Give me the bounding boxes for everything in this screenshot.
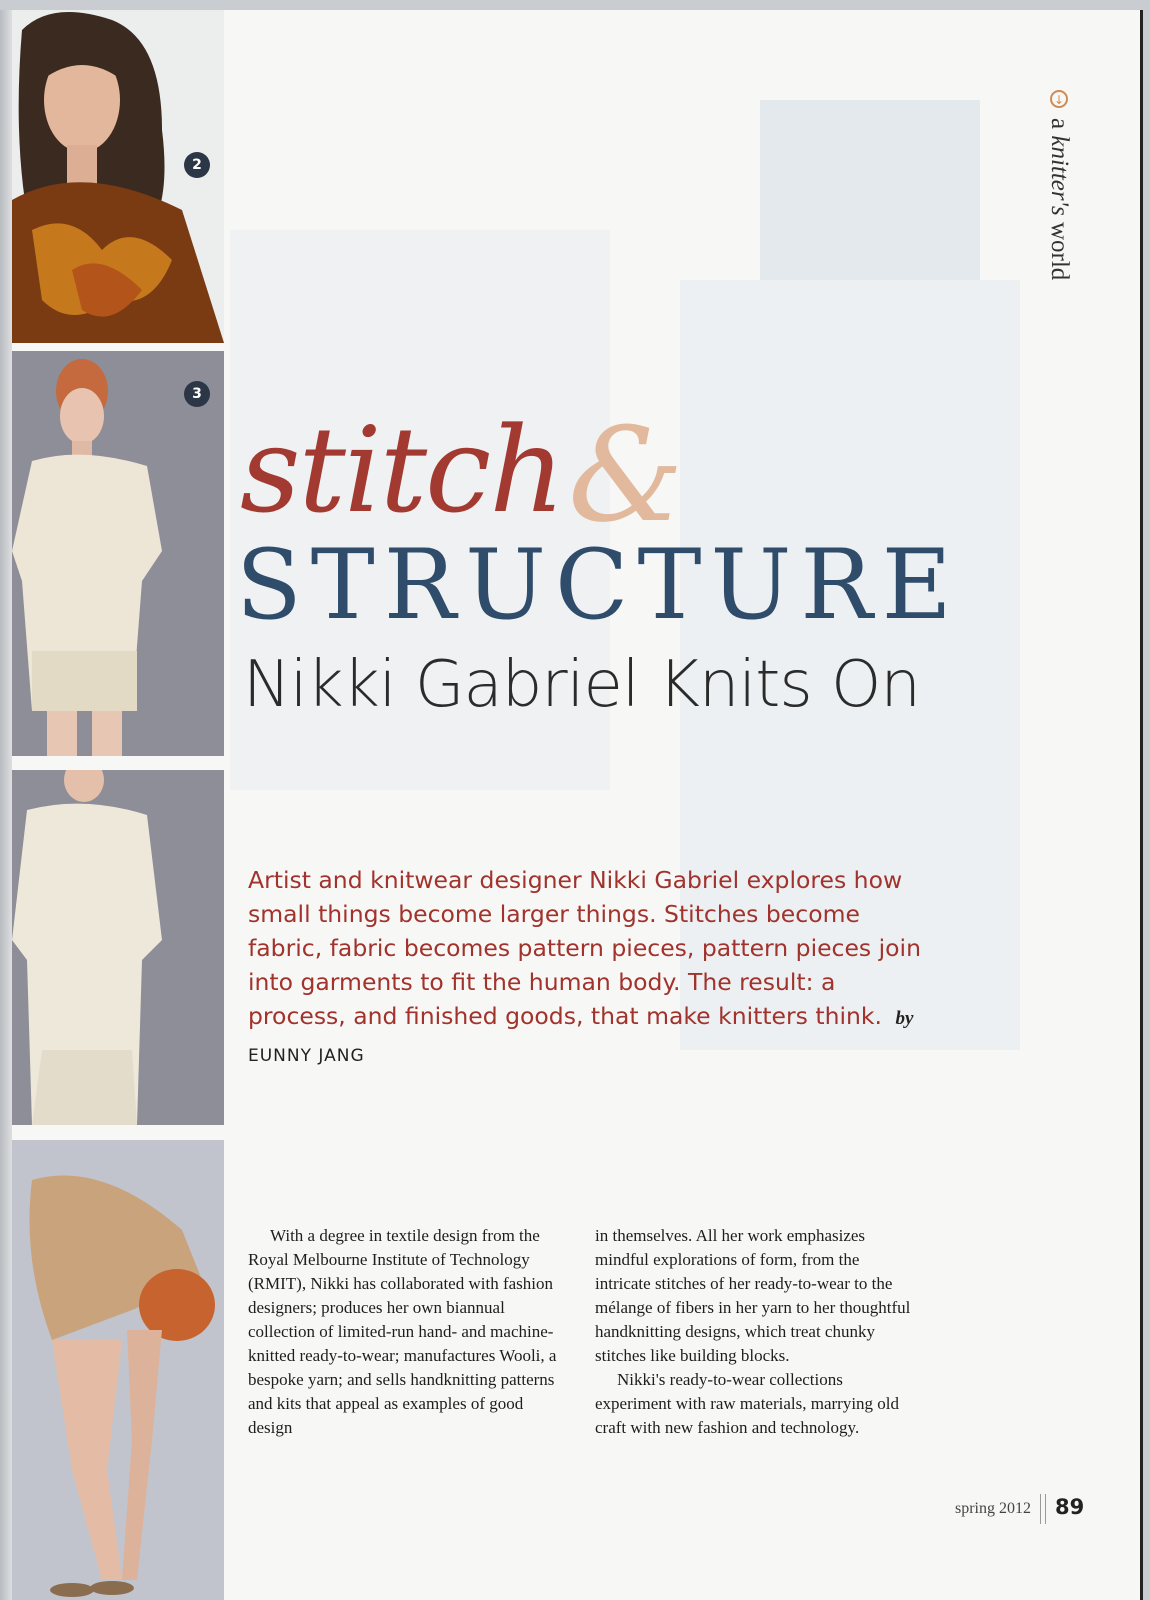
title-ampersand: & bbox=[568, 399, 684, 551]
arrow-down-circle-icon: ↓ bbox=[1050, 90, 1068, 108]
section-label: a knitter's world bbox=[1046, 118, 1073, 281]
photo-lace-tunic bbox=[12, 770, 224, 1125]
page-gutter bbox=[0, 10, 12, 1600]
body-paragraph: Nikki's ready-to-wear collections experiment with raw materials, marrying old craft with new fashion and technology. bbox=[595, 1370, 900, 1437]
byline-author: EUNNY JANG bbox=[248, 1046, 365, 1066]
deck-text: Artist and knitwear designer Nikki Gabriel explores how small things become larger things. Stitches become fabric, fabric becomes pattern pieces, pattern pieces join into garments to fit the human body. The result: a process, and finished goods, that make knitters think. bbox=[248, 866, 921, 1030]
article-deck bbox=[248, 863, 938, 1073]
body-paragraph: in themselves. All her work emphasizes mindful explorations of form, from the intricate stitches of her ready-to-wear to the mélange of fibers in her yarn to her thoughtful handknitting designs, which treat chunky stitches like building blocks. bbox=[595, 1226, 911, 1365]
body-column-1 bbox=[248, 1224, 568, 1440]
article-subtitle: Nikki Gabriel Knits On bbox=[243, 648, 920, 722]
photo-lace-dress bbox=[12, 351, 224, 756]
folio-issue: spring 2012 bbox=[955, 1500, 1031, 1517]
folio-divider bbox=[1040, 1494, 1046, 1524]
body-column-2 bbox=[595, 1224, 915, 1440]
photo-bending-model bbox=[12, 1140, 224, 1600]
photo-number-badge: 3 bbox=[184, 381, 210, 407]
body-paragraph: With a degree in textile design from the Royal Melbourne Institute of Technology (RMIT), Nikki has collaborated with fashion designers; produces her own biannual collection of limited-run hand- and machine-knitted ready-to-wear; manufactures Wooli, a bespoke yarn; and sells handknitting patterns and kits that appeal as examples of good design bbox=[248, 1226, 557, 1437]
title-stitch: stitch bbox=[240, 401, 564, 539]
byline-prefix: by bbox=[895, 1008, 914, 1029]
magazine-page bbox=[0, 10, 1143, 1600]
show-through-shape bbox=[760, 100, 980, 280]
title-structure: STRUCTURE bbox=[236, 529, 961, 641]
photo-number-badge: 2 bbox=[184, 152, 210, 178]
photo-portrait bbox=[12, 10, 224, 343]
section-tag bbox=[1030, 90, 1090, 320]
page-number: 89 bbox=[1055, 1495, 1085, 1519]
